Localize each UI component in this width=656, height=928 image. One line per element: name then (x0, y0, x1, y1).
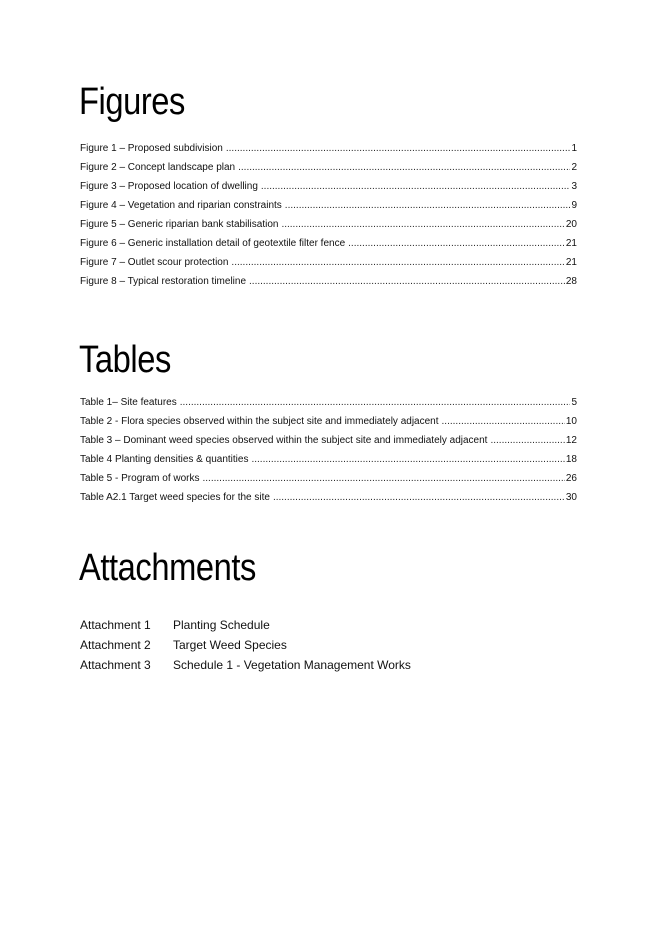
tables-heading: Tables (79, 339, 171, 381)
figure-entry[interactable] (80, 253, 577, 272)
table-entry-label: Table 3 – Dominant weed species observed within the subject site and immediately adjacent (80, 435, 488, 446)
figure-entry-label: Figure 7 – Outlet scour protection (80, 257, 229, 268)
figure-entry-page: 21 (565, 257, 577, 268)
dot-leader (273, 488, 565, 507)
figures-heading: Figures (79, 81, 185, 123)
table-entry-page: 30 (565, 492, 577, 503)
attachment-title: Planting Schedule (173, 618, 270, 632)
table-entry-page: 26 (565, 473, 577, 484)
figure-entry-label: Figure 6 – Generic installation detail of geotextile filter fence (80, 238, 346, 249)
dot-leader (348, 234, 565, 253)
attachment-entry[interactable] (80, 635, 411, 655)
table-entry-page: 12 (565, 435, 577, 446)
dot-leader (226, 139, 571, 158)
figure-entry-label: Figure 4 – Vegetation and riparian constraints (80, 200, 282, 211)
figure-entry[interactable] (80, 272, 577, 291)
table-entry-label: Table 2 - Flora species observed within the subject site and immediately adjacent (80, 416, 439, 427)
dot-leader (231, 253, 564, 272)
table-entry-label: Table 1– Site features (80, 397, 177, 408)
table-entry-label: Table 4 Planting densities & quantities (80, 454, 249, 465)
figure-entry-label: Figure 5 – Generic riparian bank stabilisation (80, 219, 279, 230)
attachment-id: Attachment 3 (80, 658, 151, 672)
figure-entry-page: 2 (571, 162, 577, 173)
attachments-heading: Attachments (79, 547, 256, 589)
dot-leader (442, 412, 565, 431)
table-entry-page: 18 (565, 454, 577, 465)
attachment-title: Schedule 1 - Vegetation Management Works (173, 658, 411, 672)
attachment-title: Target Weed Species (173, 638, 287, 652)
figure-entry-page: 28 (565, 276, 577, 287)
figure-entry-page: 3 (571, 181, 577, 192)
figures-list (80, 139, 577, 291)
figure-entry[interactable] (80, 177, 577, 196)
dot-leader (238, 158, 570, 177)
table-entry-page: 10 (565, 416, 577, 427)
figure-entry-label: Figure 1 – Proposed subdivision (80, 143, 223, 154)
figure-entry-page: 9 (571, 200, 577, 211)
figure-entry[interactable] (80, 215, 577, 234)
dot-leader (281, 215, 564, 234)
attachment-id: Attachment 1 (80, 618, 151, 632)
attachment-id: Attachment 2 (80, 638, 151, 652)
figure-entry[interactable] (80, 158, 577, 177)
dot-leader (249, 272, 565, 291)
figure-entry[interactable] (80, 196, 577, 215)
figure-entry-page: 21 (565, 238, 577, 249)
table-entry[interactable] (80, 431, 577, 450)
table-entry[interactable] (80, 450, 577, 469)
figure-entry[interactable] (80, 234, 577, 253)
dot-leader (203, 469, 565, 488)
table-entry[interactable] (80, 488, 577, 507)
figure-entry-page: 1 (571, 143, 577, 154)
table-entry-label: Table A2.1 Target weed species for the site (80, 492, 270, 503)
figure-entry-label: Figure 3 – Proposed location of dwelling (80, 181, 258, 192)
attachment-entry[interactable] (80, 615, 411, 635)
tables-list (80, 393, 577, 507)
figure-entry-page: 20 (565, 219, 577, 230)
figure-entry-label: Figure 2 – Concept landscape plan (80, 162, 236, 173)
table-entry-label: Table 5 - Program of works (80, 473, 200, 484)
dot-leader (180, 393, 571, 412)
table-entry[interactable] (80, 393, 577, 412)
table-entry[interactable] (80, 412, 577, 431)
dot-leader (261, 177, 571, 196)
figure-entry-label: Figure 8 – Typical restoration timeline (80, 276, 247, 287)
dot-leader (490, 431, 564, 450)
dot-leader (285, 196, 571, 215)
attachments-list (80, 615, 411, 675)
table-entry-page: 5 (571, 397, 577, 408)
figure-entry[interactable] (80, 139, 577, 158)
table-entry[interactable] (80, 469, 577, 488)
dot-leader (251, 450, 564, 469)
attachment-entry[interactable] (80, 655, 411, 675)
